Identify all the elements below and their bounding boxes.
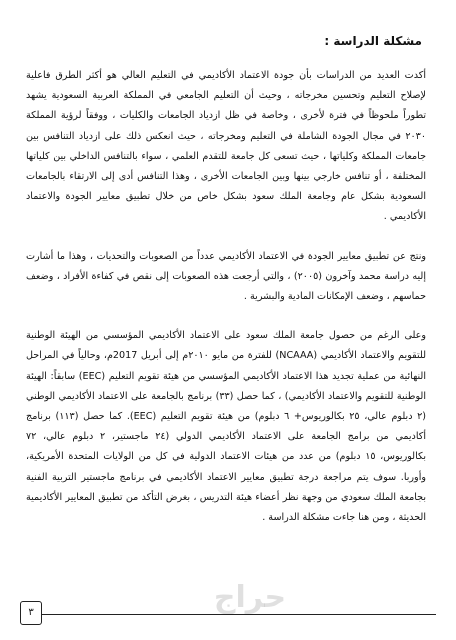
paragraph-2 xyxy=(26,247,426,308)
paragraph-3 xyxy=(26,326,426,528)
paragraph-1 xyxy=(26,66,426,228)
paragraph-text: وعلى الرغم من حصول جامعة الملك سعود على الاعتماد الأكاديمي المؤسسي من الهيئة الوطنية للتقويم والاعتماد الأكاديمي (NCAAA) للفترة من مايو ٢٠١٠م إلى أبريل 2017م، وحالياً في المراحل النهائية من عملية تجديد هذا الاعتماد الأكاديمي المؤسسي من هيئة تقويم التعليم (EEC) سابقاً: الهيئة الوطنية للتقويم والاعتماد الأكاديمي) ، كما حصل (٣٣) برنامج بالجامعة على الاعتماد الأكاديمي الوطني (٢ دبلوم عالي، ٢٥ بكالوريوس+ ٦ دبلوم) من هيئة تقويم التعليم (EEC). كما حصل (١١٣) برنامج أكاديمي من برامج الجامعة على الاعتماد الأكاديمي الدولي (٢٤ ماجستير، ٢ دبلوم عالي، ٧٢ بكالوريوس، ١٥ دبلوم) من عدد من هيئات الاعتماد الدولية في كل من الولايات المتحدة الأمريكية، وأوربا. سوف يتم مراجعة درجة تطبيق معايير الاعتماد الأكاديمي في برنامج ماجستير التربية الفنية بجامعة الملك سعودي من وجهة نظر أعضاء هيئة التدريس ، بغرض التأكد من تطبيق المعايير الأكاديمية الحديثة ، ومن هنا جاءت مشكلة الدراسة . xyxy=(26,330,427,524)
watermark-logo: حراج xyxy=(213,580,287,615)
paragraph-text: ونتج عن تطبيق معايير الجودة في الاعتماد الأكاديمي عدداً من الصعوبات والتحديات ، وهذا ما أشارت إليه دراسة محمد وآخرون (٢٠٠٥) ، والتي أرجعت هذه الصعوبات إلى نقص في كفاءة الأفراد ، وضعف حماسهم ، وضعف الإمكانات المادية والبشرية . xyxy=(26,250,427,303)
body-text xyxy=(26,66,426,547)
section-heading: مشكلة الدراسة : xyxy=(324,34,422,48)
paragraph-text: أكدت العديد من الدراسات بأن جودة الاعتماد الأكاديمي في التعليم العالي هو أكثر الطرق فاعلية لإصلاح التعليم وتحسين مخرجاته ، وحيث أن التعليم الجامعي في المملكة العربية السعودية يشهد تطوراً ملحوظاً في فترة لأخرى ، وخاصة في ظل ازدياد الجامعات والكليات ، ووفقاً لرؤية المملكة ٢٠٣٠ في مجال الجودة الشاملة في التعليم ومخرجاته ، حيث انعكس ذلك على ازدياد التنافس بين جامعات المملكة وكلياتها ، حيث تسعى كل جامعة للتقدم العلمي ، سواء بالتنافس الداخلي بين كلياتها المختلفة ، أو تنافس خارجي بينها وبين الجامعات الأخرى ، وهذا التنافس أدى إلى الارتقاء بالجامعات السعودية بشكل عام وجامعة الملك سعود بشكل خاص من خلال تطبيق معايير الجودة والاعتماد الأكاديمي . xyxy=(26,70,426,223)
footer-divider xyxy=(34,614,436,615)
page-number: ٣ xyxy=(20,601,42,625)
